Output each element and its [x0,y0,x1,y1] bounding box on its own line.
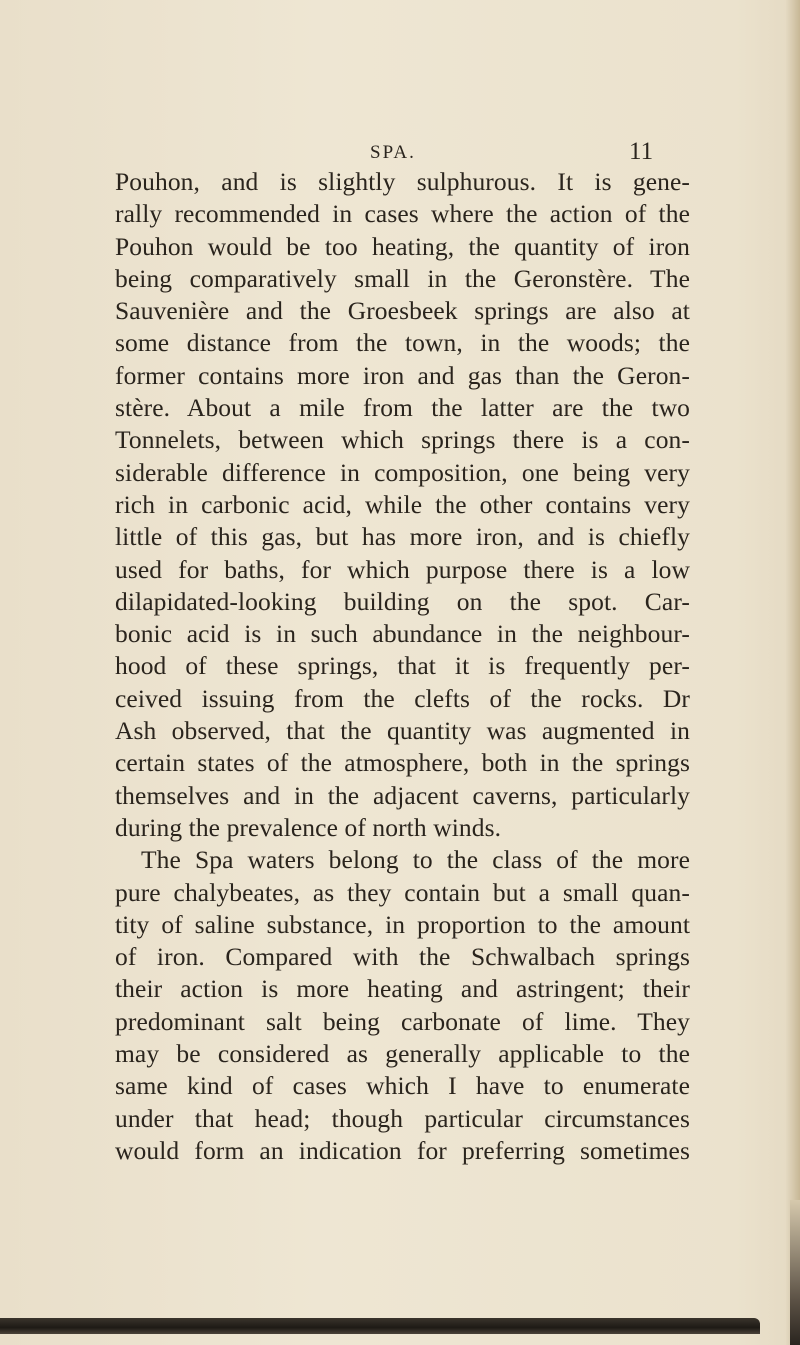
text-line: may be considered as generally applicable to the [115,1039,690,1069]
page-number: 11 [629,138,654,165]
text-line: Sauvenière and the Groesbeek springs are also at [115,296,690,326]
text-line: bonic acid is in such abundance in the neighbour- [115,619,690,649]
text-line: rich in carbonic acid, while the other contains very [115,489,690,519]
text-line: would form an indication for preferring sometimes [115,1135,690,1165]
page-corner-shadow [790,1200,800,1345]
text-line: ceived issuing from the clefts of the rocks. Dr [115,683,690,713]
text-line: some distance from the town, in the woods; the [115,328,690,358]
text-line: Pouhon would be too heating, the quantity of iron [115,231,690,261]
text-line: under that head; though particular circumstances [115,1103,690,1133]
text-line: stère. About a mile from the latter are the two [115,393,690,423]
text-line: same kind of cases which I have to enumerate [115,1071,690,1101]
text-line-paragraph-start: The Spa waters belong to the class of the more [141,845,690,875]
text-line: predominant salt being carbonate of lime. They [115,1006,690,1036]
text-line: rally recommended in cases where the action of the [115,199,690,229]
text-line: of iron. Compared with the Schwalbach springs [115,942,690,972]
running-head [0,138,800,168]
text-line: used for baths, for which purpose there is a low [115,554,690,584]
text-line: siderable difference in composition, one being very [115,457,690,487]
text-line: their action is more heating and astringent; their [115,974,690,1004]
running-title: SPA. [370,142,416,163]
text-line: Pouhon, and is slightly sulphurous. It is gene- [115,167,690,196]
text-line: themselves and in the adjacent caverns, particularly [115,780,690,810]
text-line: dilapidated-looking building on the spot. Car- [115,586,690,616]
page-bottom-edge [0,1318,760,1334]
page-right-edge [786,0,800,1345]
text-line: certain states of the atmosphere, both in the springs [115,748,690,778]
text-line: Ash observed, that the quantity was augmented in [115,716,690,746]
text-line: hood of these springs, that it is frequently per- [115,651,690,681]
text-line: former contains more iron and gas than the Geron- [115,360,690,390]
text-line: being comparatively small in the Geronstère. The [115,263,690,293]
text-line: tity of saline substance, in proportion to the amount [115,909,690,939]
body-text [115,166,690,1167]
text-line: Tonnelets, between which springs there is a con- [115,425,690,455]
text-line: little of this gas, but has more iron, and is chiefly [115,522,690,552]
text-line: pure chalybeates, as they contain but a small quan- [115,877,690,907]
text-line-paragraph-end: during the prevalence of north winds. [115,812,502,842]
